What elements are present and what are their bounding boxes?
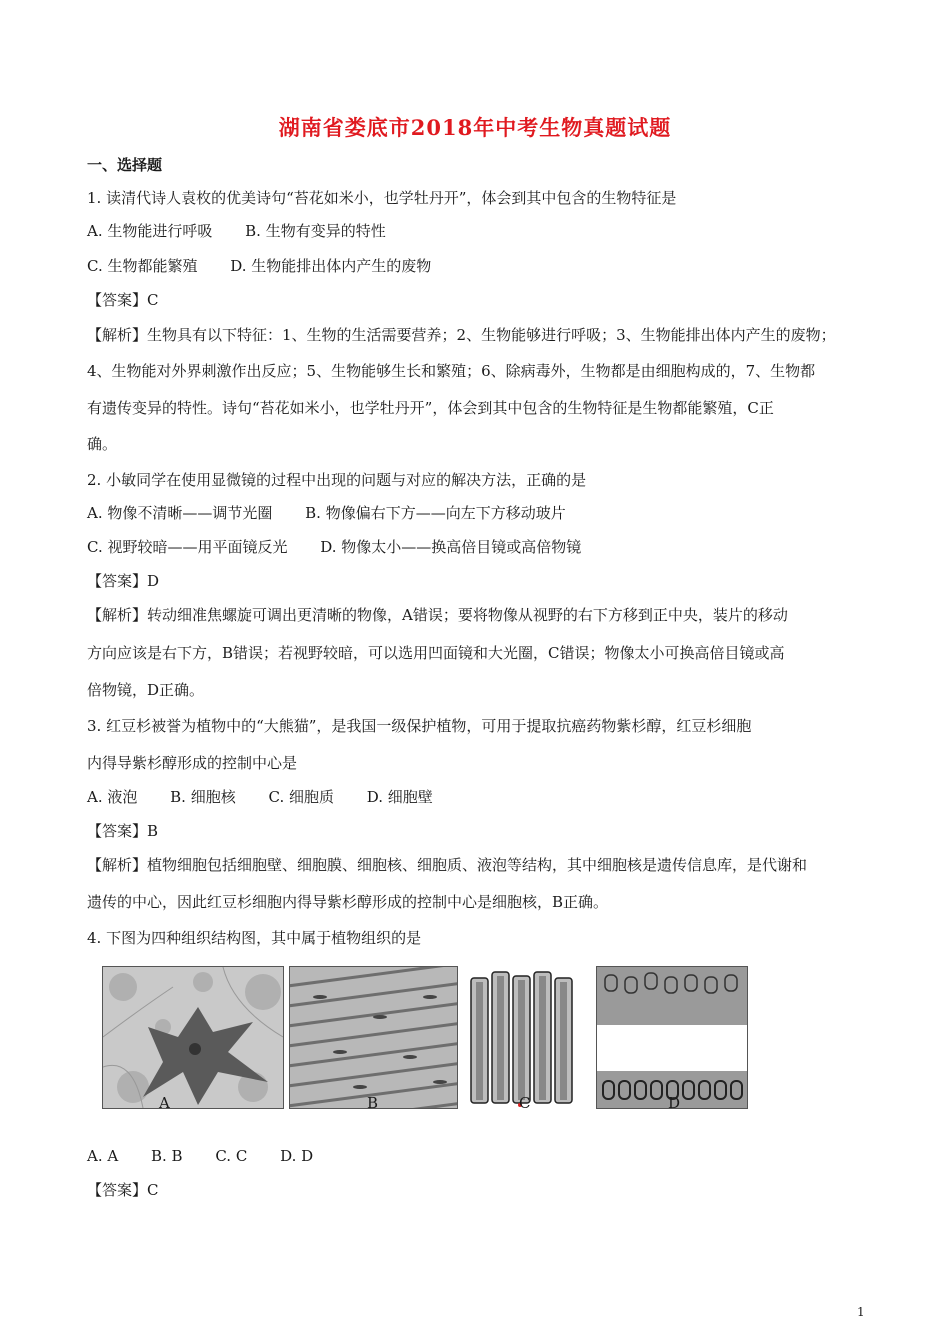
q2-option-d: D. 物像太小——换高倍目镜或高倍物镜 <box>320 538 582 556</box>
q3-stem-line1: 3. 红豆杉被誉为植物中的“大熊猫”，是我国一级保护植物，可用于提取抗癌药物紫杉醇，红豆杉细胞 <box>87 717 752 735</box>
q2-options-row1 <box>87 503 594 523</box>
q1-analysis-line3: 有遗传变异的特性。诗句“苔花如米小，也学牡丹开”，体会到其中包含的生物特征是生物都能繁殖，C正 <box>87 399 774 417</box>
figure-a-image <box>103 967 283 1108</box>
q1-analysis-line2: 4、生物能对外界刺激作出反应；5、生物能够生长和繁殖；6、除病毒外，生物都是由细胞构成的，7、生物都 <box>87 362 816 380</box>
figure-c-plant-tissue <box>467 966 582 1107</box>
figure-a-nerve-tissue <box>102 966 284 1109</box>
q3-option-c: C. 细胞质 <box>268 788 334 806</box>
q4-answer: 【答案】C <box>87 1181 159 1199</box>
q1-option-a: A. 生物能进行呼吸 <box>87 222 213 240</box>
page-number: 1 <box>857 1305 865 1319</box>
q1-analysis-line4: 确。 <box>87 435 118 453</box>
q2-options-row2 <box>87 537 609 557</box>
q1-option-c: C. 生物都能繁殖 <box>87 257 198 275</box>
q2-answer: 【答案】D <box>87 572 160 590</box>
q1-analysis-line1: 【解析】生物具有以下特征：1、生物的生活需要营养；2、生物能够进行呼吸；3、生物能排出体内产生的废物； <box>87 326 836 344</box>
q2-option-c: C. 视野较暗——用平面镜反光 <box>87 538 288 556</box>
q4-stem: 4. 下图为四种组织结构图，其中属于植物组织的是 <box>87 929 422 947</box>
q3-option-a: A. 液泡 <box>87 788 138 806</box>
figure-d-epithelial-tissue <box>596 966 748 1109</box>
q3-options <box>87 787 461 807</box>
figure-label-a: A <box>159 1094 170 1112</box>
figure-b-image <box>290 967 457 1108</box>
q1-option-b: B. 生物有变异的特性 <box>245 222 386 240</box>
q4-option-c: C. C <box>215 1147 248 1165</box>
q3-answer: 【答案】B <box>87 822 159 840</box>
figure-c-image <box>467 966 582 1107</box>
q2-analysis-line2: 方向应该是右下方，B错误；若视野较暗，可以选用凹面镜和大光圈，C错误；物像太小可换高倍目镜或高 <box>87 644 785 662</box>
q1-stem: 1. 读清代诗人袁枚的优美诗句“苔花如米小，也学牡丹开”，体会到其中包含的生物特征是 <box>87 189 677 207</box>
q3-analysis-line2: 遗传的中心，因此红豆杉细胞内得导紫杉醇形成的控制中心是细胞核，B正确。 <box>87 893 609 911</box>
q2-option-a: A. 物像不清晰——调节光圈 <box>87 504 273 522</box>
q3-option-d: D. 细胞壁 <box>366 788 433 806</box>
figure-label-d: D <box>668 1094 681 1112</box>
q3-analysis-line1: 【解析】植物细胞包括细胞壁、细胞膜、细胞核、细胞质、液泡等结构，其中细胞核是遗传信息库，是代谢和 <box>87 856 808 874</box>
figure-b-muscle-tissue <box>289 966 458 1109</box>
figure-label-c: C <box>519 1094 531 1112</box>
q4-option-b: B. B <box>150 1147 183 1165</box>
q3-option-b: B. 细胞核 <box>170 788 236 806</box>
q3-stem-line2: 内得导紫杉醇形成的控制中心是 <box>87 754 298 772</box>
q4-options <box>87 1146 341 1166</box>
figure-label-b: B <box>367 1094 379 1112</box>
q4-option-a: A. A <box>87 1147 119 1165</box>
q1-option-d: D. 生物能排出体内产生的废物 <box>230 257 432 275</box>
q2-option-b: B. 物像偏右下方——向左下方移动玻片 <box>305 504 566 522</box>
q1-answer: 【答案】C <box>87 291 159 309</box>
figure-d-image <box>597 967 747 1108</box>
q2-stem: 2. 小敏同学在使用显微镜的过程中出现的问题与对应的解决方法，正确的是 <box>87 471 587 489</box>
section-heading: 一、选择题 <box>87 156 163 174</box>
q4-option-d: D. D <box>280 1147 314 1165</box>
q1-options-row2 <box>87 256 459 276</box>
q2-analysis-line3: 倍物镜，D正确。 <box>87 681 205 699</box>
q2-analysis-line1: 【解析】转动细准焦螺旋可调出更清晰的物像，A错误；要将物像从视野的右下方移到正中央，装片的移动 <box>87 606 788 624</box>
q1-options-row1 <box>87 221 414 241</box>
page-title: 湖南省娄底市2018年中考生物真题试题 <box>278 115 672 140</box>
